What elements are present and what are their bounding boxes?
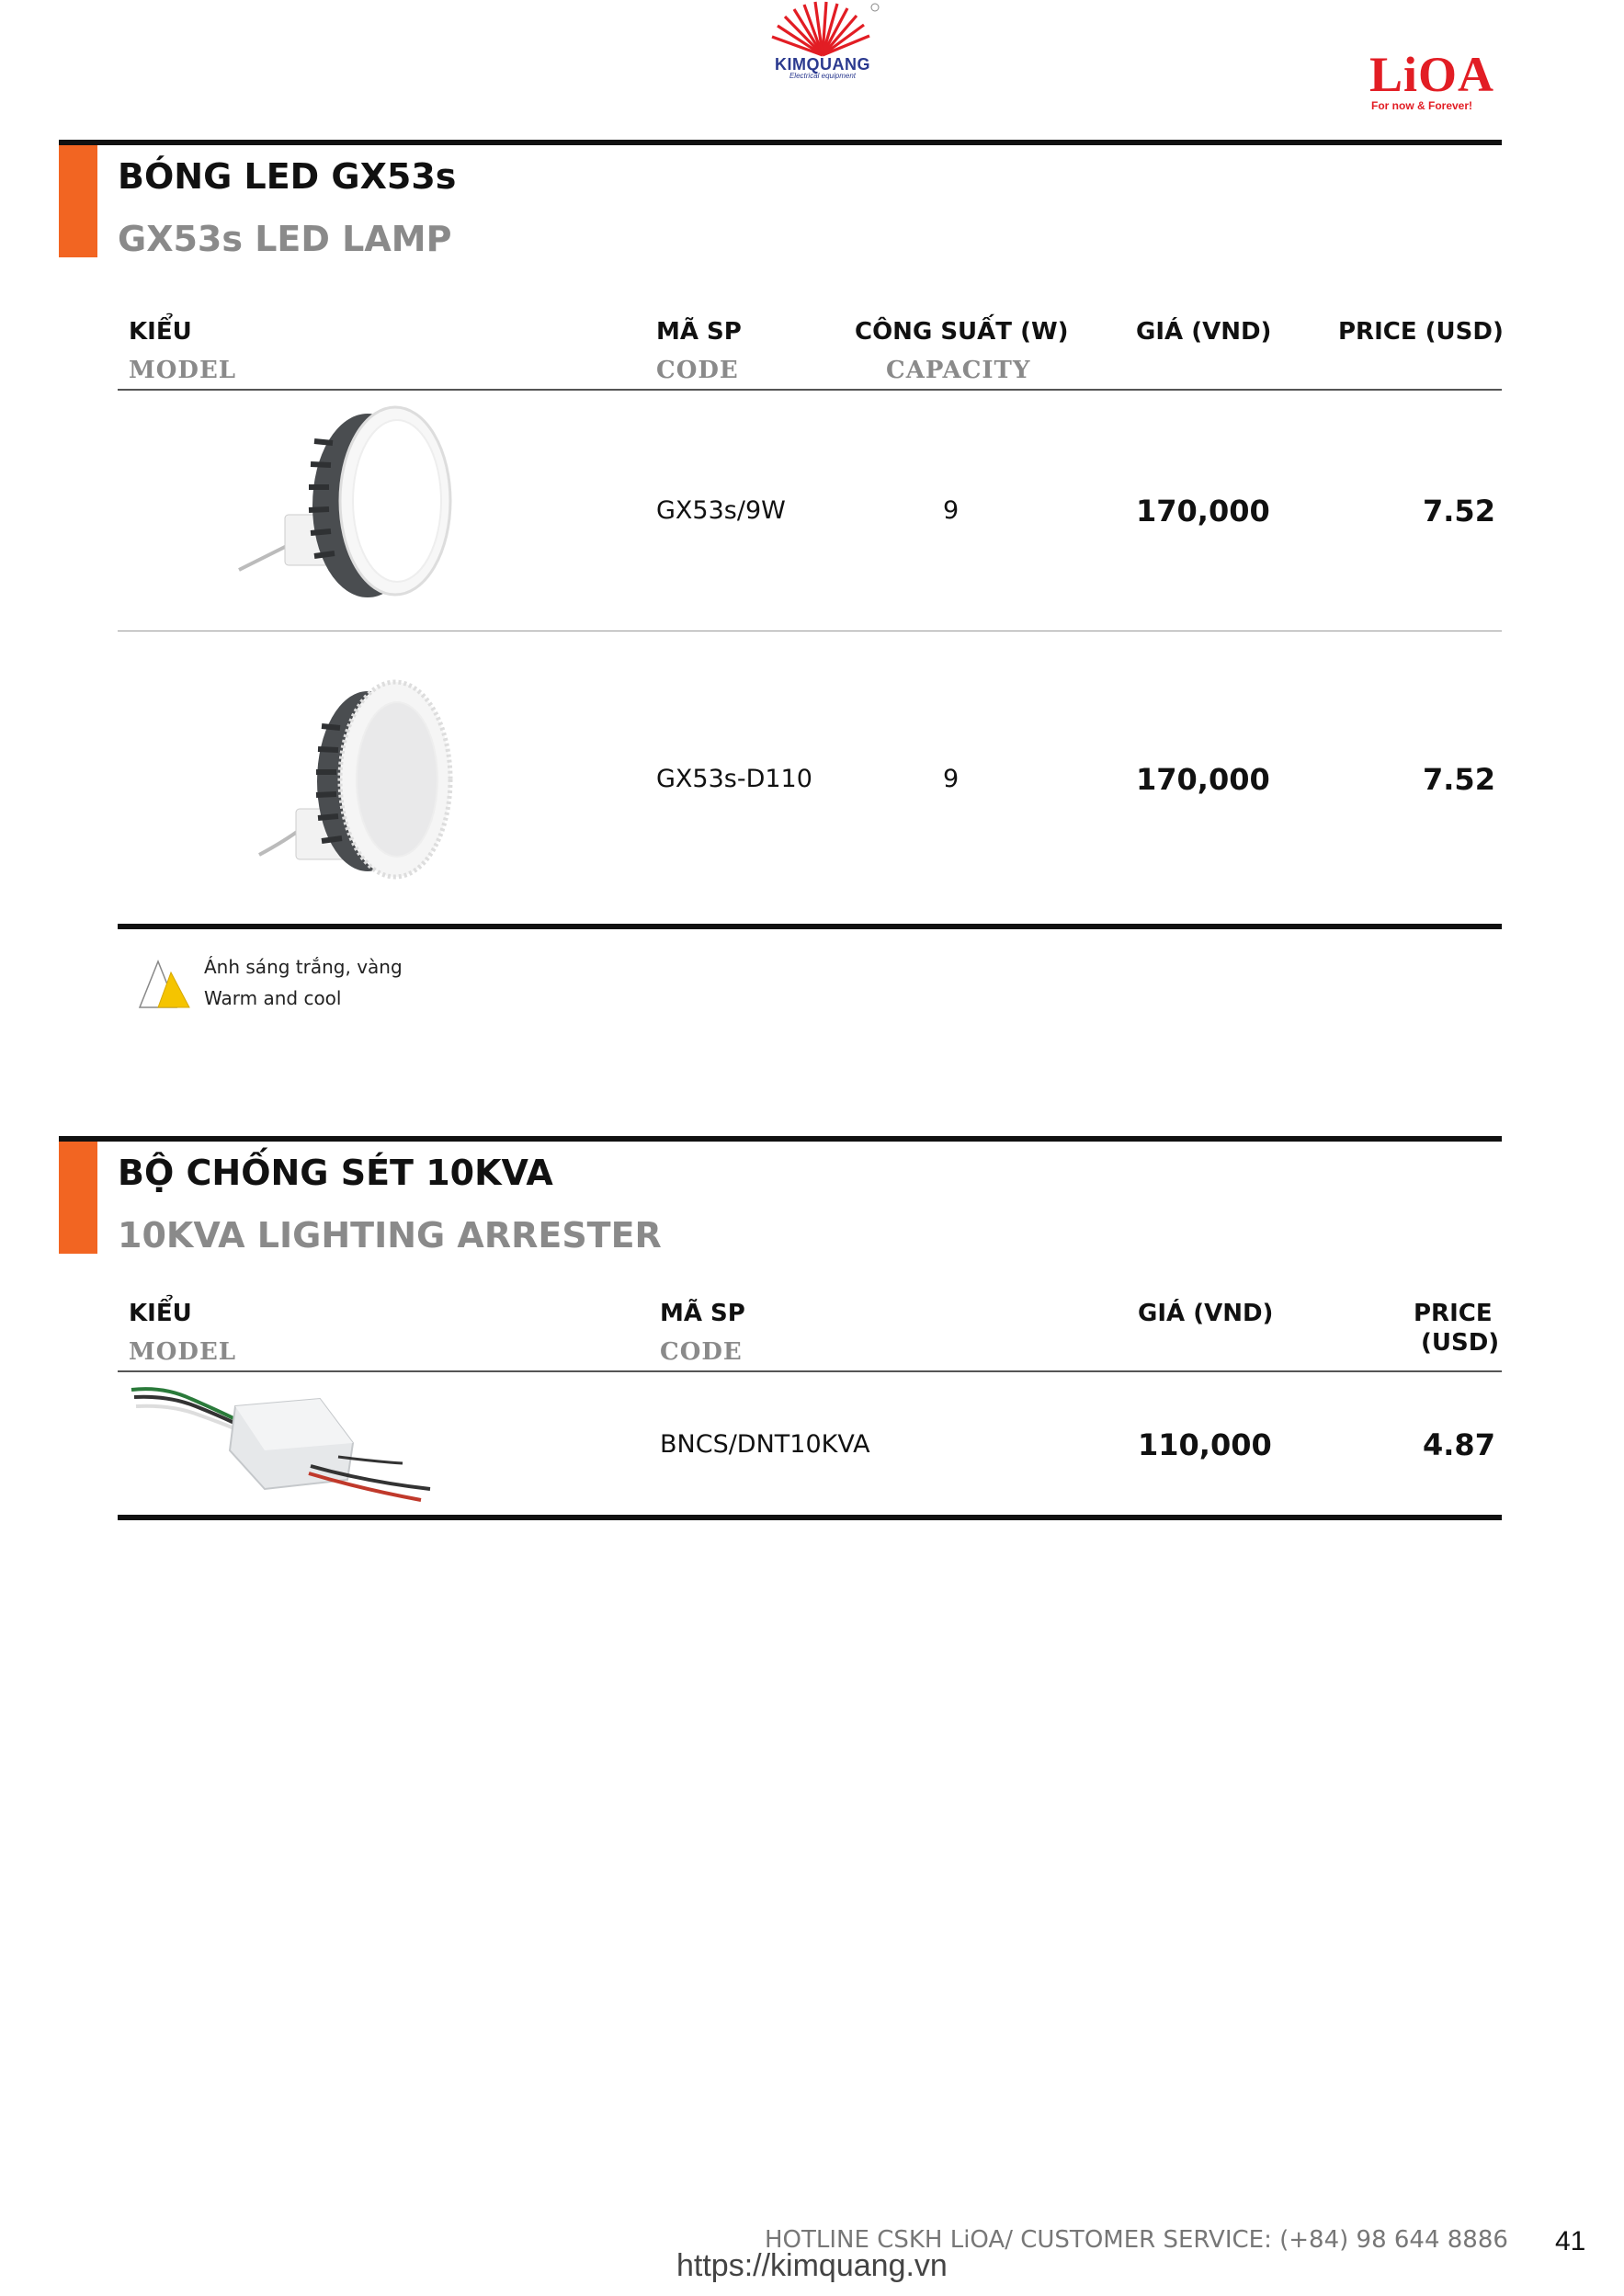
col-price-usd-line2: (USD) <box>1421 1329 1500 1357</box>
product-image-bncs-dnt10kva <box>127 1379 449 1507</box>
page-number: 41 <box>1555 2226 1586 2256</box>
section-title-vi: BỘ CHỐNG SÉT 10KVA <box>118 1153 553 1193</box>
col-price-usd-line1: PRICE <box>1414 1300 1493 1327</box>
col-code-vi: MÃ SP <box>656 318 742 346</box>
table-bottom-rule <box>118 924 1502 929</box>
col-capacity-en: CAPACITY <box>886 357 1031 384</box>
col-price-vnd: GIÁ (VND) <box>1138 1300 1274 1327</box>
col-code-en: CODE <box>660 1338 743 1366</box>
lioa-logo-tagline: For now & Forever! <box>1371 99 1473 112</box>
kimquang-fan-icon <box>763 0 882 57</box>
col-code-en: CODE <box>656 357 739 384</box>
kimquang-logo-text: KIMQUANG <box>775 55 870 74</box>
section-title-en: 10KVA LIGHTING ARRESTER <box>118 1215 662 1256</box>
warm-cool-light-icon <box>138 956 193 1011</box>
section-top-rule <box>59 140 1502 145</box>
note-line-en: Warm and cool <box>204 987 342 1009</box>
table-cell-price-usd: 7.52 <box>1423 762 1495 797</box>
header-rule <box>118 389 1502 391</box>
section-title-vi: BÓNG LED GX53s <box>118 156 457 197</box>
section-top-rule <box>59 1136 1502 1142</box>
note-line-vi: Ánh sáng trắng, vàng <box>204 956 403 978</box>
table-cell-price-vnd: 170,000 <box>1136 762 1270 797</box>
table-cell-price-vnd: 170,000 <box>1136 494 1270 529</box>
col-price-usd: PRICE (USD) <box>1338 318 1504 346</box>
col-model-en: MODEL <box>129 357 237 384</box>
table-cell-code: BNCS/DNT10KVA <box>660 1430 870 1459</box>
table-bottom-rule <box>118 1515 1502 1520</box>
col-price-vnd: GIÁ (VND) <box>1136 318 1272 346</box>
section-accent-bar <box>59 1136 97 1254</box>
kimquang-logo-subtext: Electrical equipment <box>789 72 857 80</box>
header-rule <box>118 1370 1502 1372</box>
col-code-vi: MÃ SP <box>660 1300 745 1327</box>
product-image-gx53s-d110 <box>248 671 487 892</box>
section-accent-bar <box>59 140 97 257</box>
col-model-vi: KIỂU <box>129 1300 192 1327</box>
table-cell-price-usd: 4.87 <box>1423 1427 1495 1462</box>
table-cell-code: GX53s-D110 <box>656 765 812 793</box>
col-capacity-vi: CÔNG SUẤT (W) <box>855 318 1069 346</box>
kimquang-logo <box>763 0 882 81</box>
table-cell-code: GX53s/9W <box>656 496 786 525</box>
table-cell-capacity: 9 <box>943 496 960 525</box>
footer-url-link[interactable]: https://kimquang.vn <box>676 2248 948 2283</box>
lioa-logo-text: LiOA <box>1369 47 1495 102</box>
table-cell-capacity: 9 <box>943 765 960 793</box>
product-image-gx53s-9w <box>230 404 487 616</box>
footer-hotline: HOTLINE CSKH LiOA/ CUSTOMER SERVICE: (+84) 98 644 8886 <box>765 2226 1508 2254</box>
table-cell-price-vnd: 110,000 <box>1138 1427 1272 1462</box>
lioa-logo <box>1369 46 1507 119</box>
section-title-en: GX53s LED LAMP <box>118 219 452 259</box>
col-model-en: MODEL <box>129 1338 237 1366</box>
table-cell-price-usd: 7.52 <box>1423 494 1495 529</box>
col-model-vi: KIỂU <box>129 318 192 346</box>
